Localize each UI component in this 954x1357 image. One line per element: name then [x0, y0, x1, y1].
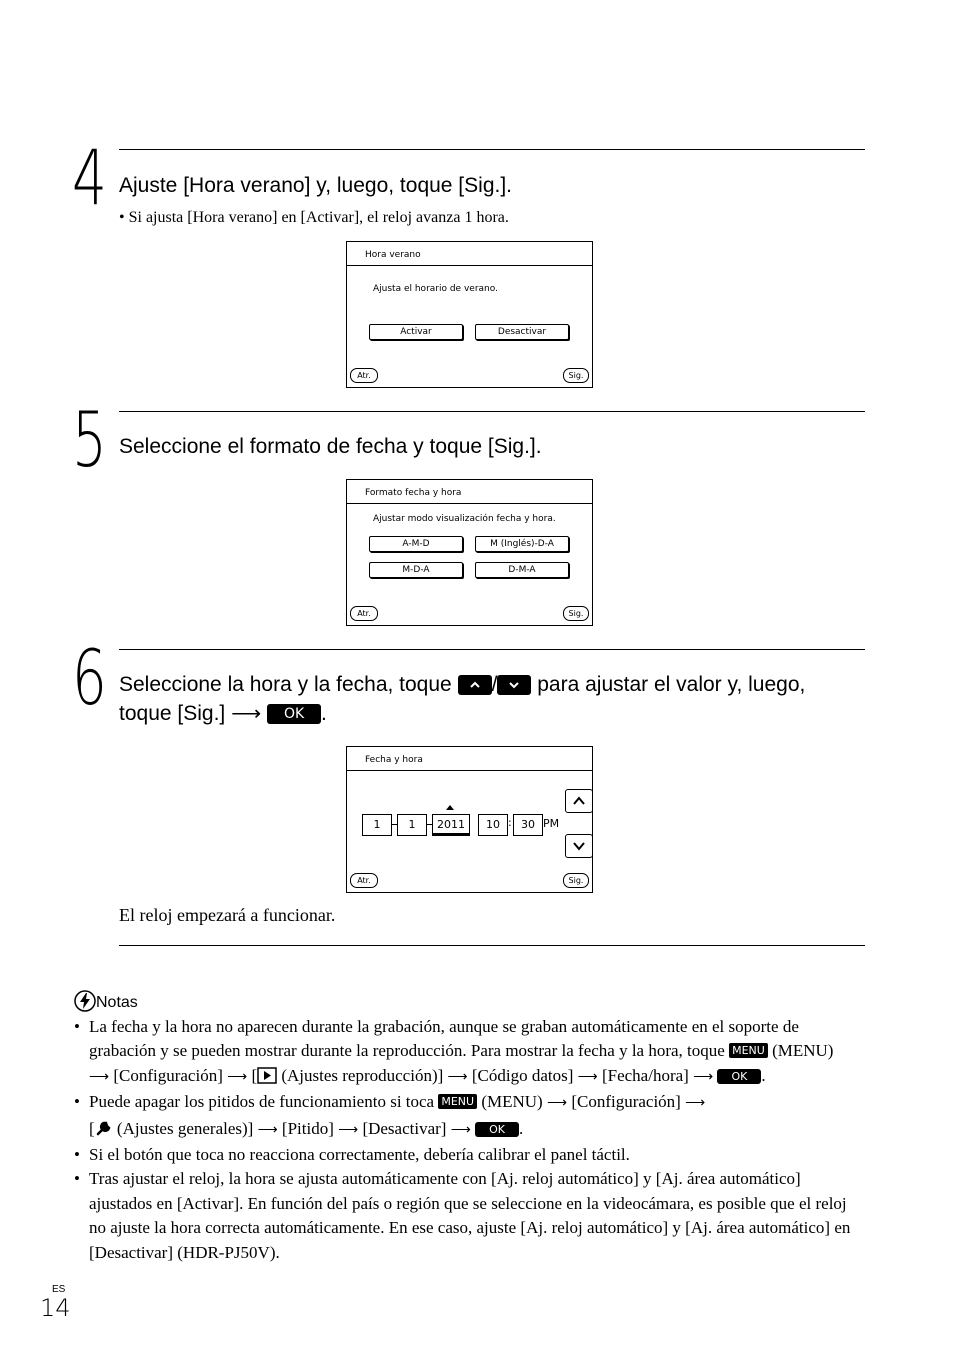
step6-heading: Seleccione la hora y la fecha, toque / para ajustar el valor y, luego, toque [Sig.] ⟶ OK .	[119, 673, 806, 725]
screen-divider	[347, 770, 592, 771]
dst-screen	[346, 241, 593, 388]
back-button[interactable]: Atr.	[350, 606, 378, 621]
notes-title: Notas	[96, 994, 138, 1011]
language-code: ES	[52, 1284, 66, 1295]
down-arrow-button[interactable]	[565, 834, 593, 858]
note-item: • Puede apagar los pitidos de funcionamiento si toca MENU (MENU) ⟶ [Configuración] ⟶ [ (Ajustes generales)] ⟶ [Pitido] ⟶ [Desactivar] ⟶ OK .	[74, 1090, 866, 1143]
format-mda-button[interactable]: M-D-A	[369, 562, 463, 578]
arrow-right-icon: ⟶	[227, 1069, 248, 1085]
ok-icon: OK	[717, 1069, 761, 1084]
notes-header	[74, 990, 866, 1015]
step5-heading: Seleccione el formato de fecha y toque [Sig.].	[119, 435, 542, 458]
note2-beep: [Pitido]	[281, 1118, 334, 1138]
step6-number: 6	[72, 633, 107, 722]
datetime-screen	[346, 746, 593, 893]
note4-text: Tras ajustar el reloj, la hora se ajusta automáticamente con [Aj. reloj automático] y [Aj. área automático] ajustados en [Activar]. En función del país o región que se seleccione en la videocámara, es posible que el reloj no ajuste la hora correcta automáticamente. En ese caso, ajuste [Aj. reloj automático] y [Aj. área automático] en [Desactivar] (HDR-PJ50V).	[89, 1169, 851, 1262]
activar-button[interactable]: Activar	[369, 324, 463, 340]
step6-heading-part1: Seleccione la hora y la fecha, toque	[119, 673, 452, 696]
up-arrow-button[interactable]	[565, 789, 593, 813]
year-field[interactable]: 2011	[432, 814, 470, 836]
date-format-message: Ajustar modo visualización fecha y hora.	[373, 514, 556, 524]
back-button[interactable]: Atr.	[350, 368, 378, 383]
hour-field[interactable]: 10	[478, 814, 508, 836]
arrow-right-icon: ⟶	[577, 1069, 598, 1085]
step6-heading-part2: para ajustar el valor y, luego,	[537, 673, 806, 696]
note1-menu: (MENU)	[772, 1041, 834, 1061]
wrench-icon	[95, 1119, 113, 1137]
note1-datetime: [Fecha/hora]	[601, 1065, 689, 1085]
step4-bullet-text: Si ajusta [Hora verano] en [Activar], el reloj avanza 1 hora.	[128, 209, 509, 226]
day-field[interactable]: 1	[397, 814, 427, 836]
note-item	[74, 1167, 866, 1265]
chevron-up-icon	[566, 790, 592, 812]
arrow-right-icon: ⟶	[447, 1069, 468, 1085]
menu-icon: MENU	[729, 1043, 768, 1058]
date-format-title: Formato fecha y hora	[365, 488, 462, 498]
step6-rule	[119, 649, 865, 650]
note-item	[74, 1143, 866, 1167]
screen-divider	[347, 265, 592, 266]
screen-divider	[347, 503, 592, 504]
note1-datacode: [Código datos]	[471, 1065, 574, 1085]
step5-rule	[119, 411, 865, 412]
note2-config: [Configuración]	[571, 1092, 681, 1112]
note2-menu: (MENU)	[481, 1092, 543, 1112]
step4-rule	[119, 149, 865, 150]
menu-icon: MENU	[438, 1094, 477, 1109]
ampm-label: PM	[543, 817, 560, 830]
note2-off: [Desactivar]	[362, 1118, 447, 1138]
notes-section	[74, 990, 866, 1265]
arrow-right-icon: ⟶	[450, 1122, 471, 1138]
dst-screen-title: Hora verano	[365, 250, 421, 260]
page-number: 14	[40, 1294, 71, 1322]
back-button[interactable]: Atr.	[350, 873, 378, 888]
step5-number: 5	[72, 395, 107, 484]
note-item: • La fecha y la hora no aparecen durante la grabación, aunque se graban automáticamente en el soporte de grabación y se pueden mostrar durante la reproducción. Para mostrar la fecha y la hora, toque MENU (MENU) ⟶ [Configuración] ⟶ [ (Ajustes reproducción)] ⟶ [Código datos] ⟶ [Fecha/hora] ⟶ OK .	[74, 1015, 866, 1090]
arrow-right-icon: ⟶	[685, 1096, 706, 1112]
time-colon: :	[508, 816, 512, 829]
step4-heading: Ajuste [Hora verano] y, luego, toque [Sig.].	[119, 174, 513, 197]
desactivar-button[interactable]: Desactivar	[475, 324, 569, 340]
step4-number: 4	[72, 133, 107, 222]
chevron-down-icon	[566, 835, 592, 857]
note2-text: Puede apagar los pitidos de funcionamiento si toca	[89, 1092, 435, 1112]
minute-field[interactable]: 30	[513, 814, 543, 836]
arrow-right-icon: ⟶	[89, 1069, 110, 1085]
arrow-right-icon: ⟶	[546, 1096, 568, 1112]
datetime-title: Fecha y hora	[365, 755, 423, 765]
arrow-right-icon: ⟶	[338, 1122, 359, 1138]
clock-start-text: El reloj empezará a funcionar.	[119, 905, 336, 925]
date-format-screen	[346, 479, 593, 626]
note1-config: [Configuración]	[113, 1065, 223, 1085]
up-button-icon	[458, 675, 492, 695]
slash: /	[491, 673, 498, 696]
caution-icon	[74, 990, 96, 1012]
next-button[interactable]: Sig.	[563, 368, 589, 383]
step6-end-rule	[119, 945, 865, 946]
month-field[interactable]: 1	[362, 814, 392, 836]
step4-bullet: • Si ajusta [Hora verano] en [Activar], el reloj avanza 1 hora.	[119, 209, 509, 226]
note2-general: (Ajustes generales)]	[116, 1118, 254, 1138]
format-amd-button[interactable]: A-M-D	[369, 536, 463, 552]
note1-text: La fecha y la hora no aparecen durante la grabación, aunque se graban automáticamente en el soporte de grabación y se pueden mostrar durante la reproducción. Para mostrar la fecha y la hora, toque	[89, 1017, 799, 1061]
arrow-right-icon: ⟶	[231, 702, 262, 725]
next-button[interactable]: Sig.	[563, 606, 589, 621]
format-dma-button[interactable]: D-M-A	[475, 562, 569, 578]
ok-icon: OK	[475, 1122, 519, 1137]
format-mda-english-button[interactable]: M (Inglés)-D-A	[475, 536, 569, 552]
step6-heading-line2: toque [Sig.]	[119, 702, 226, 725]
down-button-icon	[497, 675, 531, 695]
ok-button-icon: OK	[267, 704, 321, 724]
note1-playback: (Ajustes reproducción)]	[281, 1065, 444, 1085]
note3-text: Si el botón que toca no reacciona correctamente, debería calibrar el panel táctil.	[89, 1145, 630, 1165]
selected-field-indicator-icon	[446, 805, 454, 810]
arrow-right-icon: ⟶	[693, 1069, 714, 1085]
arrow-right-icon: ⟶	[257, 1122, 278, 1138]
next-button[interactable]: Sig.	[563, 873, 589, 888]
playback-icon	[257, 1067, 277, 1084]
dst-screen-message: Ajusta el horario de verano.	[373, 284, 498, 294]
